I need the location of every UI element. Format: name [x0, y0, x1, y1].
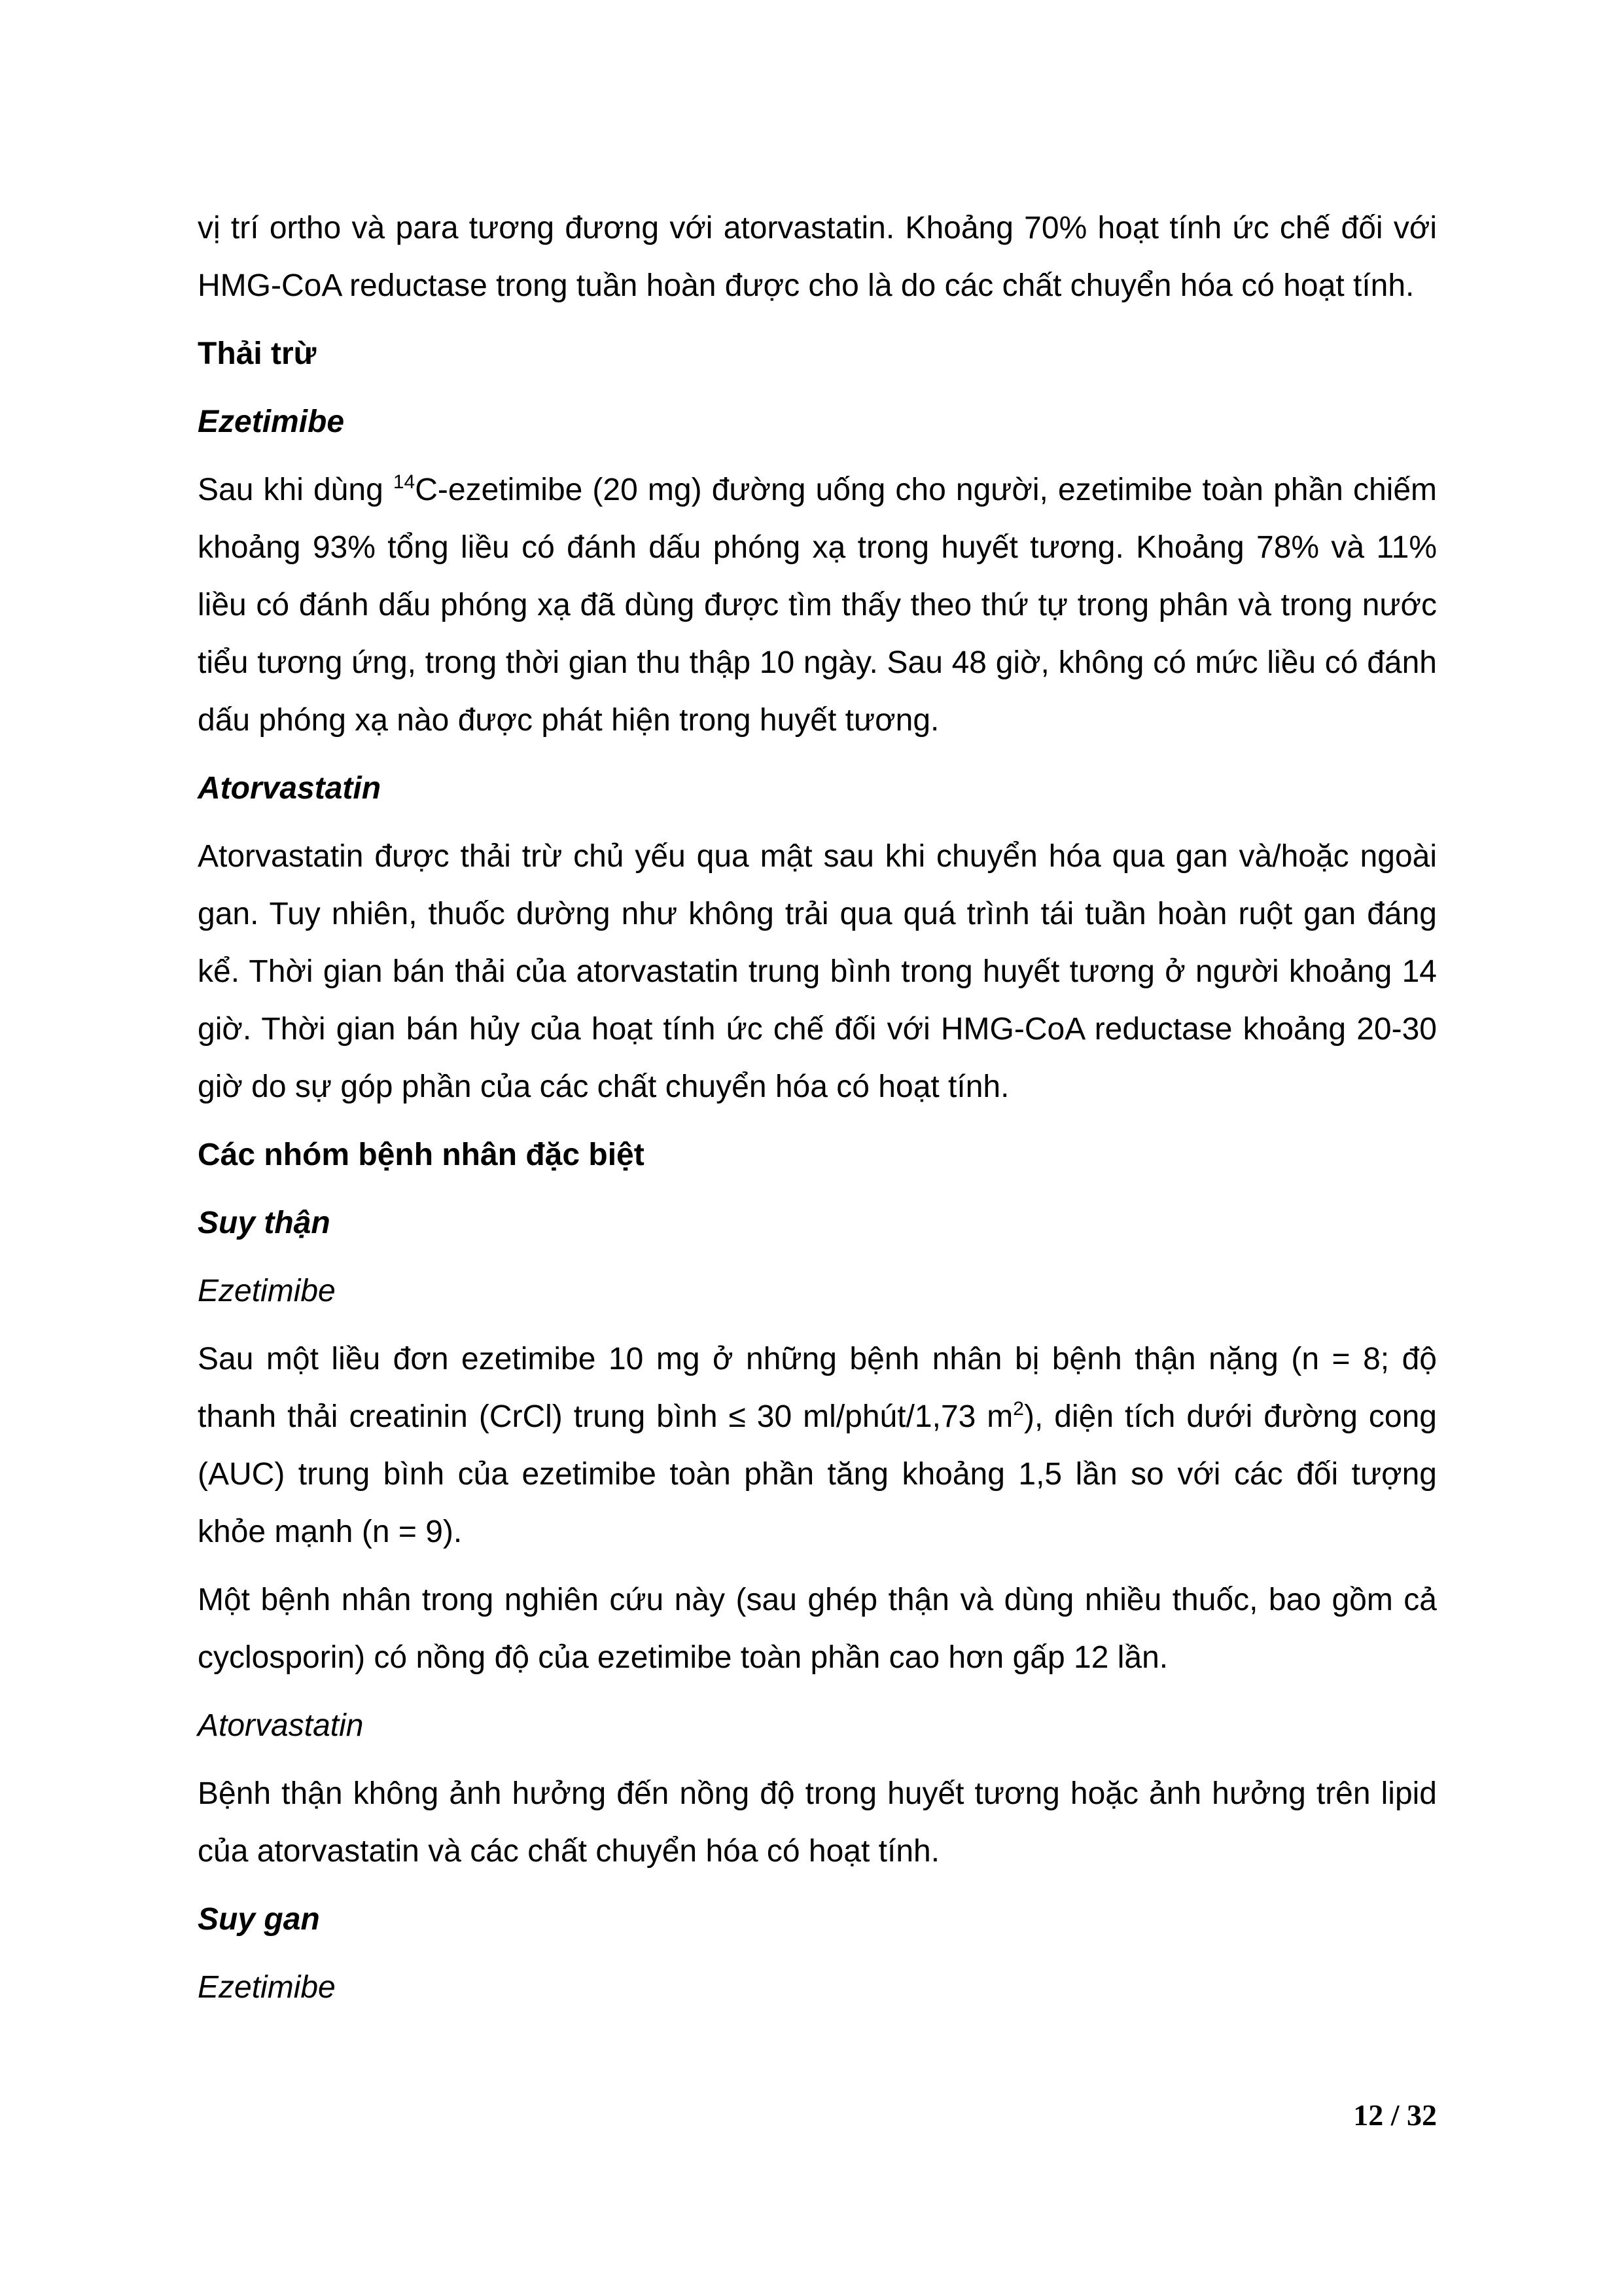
- subheading-atorvastatin: Atorvastatin: [198, 771, 381, 806]
- paragraph-ezetimibe-elimination: [198, 461, 1437, 749]
- heading-thai-tru: Thải trừ: [198, 336, 317, 371]
- subheading-ezetimibe: Ezetimibe: [198, 404, 345, 439]
- page-number: 12 / 32: [1353, 2098, 1437, 2132]
- subheading-ezetimibe-renal: Ezetimibe: [198, 1274, 336, 1308]
- subheading-ezetimibe-hepatic: Ezetimibe: [198, 1970, 336, 2005]
- superscript: 14: [393, 471, 415, 493]
- subheading-suy-than: Suy thận: [198, 1206, 330, 1240]
- paragraph-atorvastatin-elimination: Atorvastatin được thải trừ chủ yếu qua mật sau khi chuyển hóa qua gan và/hoặc ngoài gan. Tuy nhiên, thuốc dường như không trải qua quá trình tái tuần hoàn ruột gan đáng kể. Thời gian bán thải của atorvastatin trung bình trong huyết tương ở người khoảng 14 giờ. Thời gian bán hủy của hoạt tính ức chế đối với HMG-CoA reductase khoảng 20-30 giờ do sự góp phần của các chất chuyển hóa có hoạt tính.: [198, 839, 1437, 1104]
- text-segment: Sau một liều đơn ezetimibe 10 mg ở những bệnh nhân bị bệnh thận nặng (n = 8; độ thanh thải creatinin (CrCl) trung bình ≤ 30 ml/phút/1,73 m: [198, 1342, 1437, 1434]
- text-segment: Sau khi dùng: [198, 473, 393, 507]
- text-segment: C-ezetimibe (20 mg) đường uống cho người, ezetimibe toàn phần chiếm khoảng 93% tổng liều có đánh dấu phóng xạ trong huyết tương. Khoảng 78% và 11% liều có đánh dấu phóng xạ đã dùng được tìm thấy theo thứ tự trong phân và trong nước tiểu tương ứng, trong thời gian thu thập 10 ngày. Sau 48 giờ, không có mức liều có đánh dấu phóng xạ nào được phát hiện trong huyết tương.: [198, 473, 1437, 738]
- paragraph-ezetimibe-renal: [198, 1331, 1437, 1561]
- subheading-atorvastatin-renal: Atorvastatin: [198, 1708, 364, 1743]
- superscript: 2: [1013, 1398, 1024, 1420]
- heading-special-populations: Các nhóm bệnh nhân đặc biệt: [198, 1138, 644, 1172]
- paragraph-atorvastatin-renal: Bệnh thận không ảnh hưởng đến nồng độ trong huyết tương hoặc ảnh hưởng trên lipid của atorvastatin và các chất chuyển hóa có hoạt tính.: [198, 1776, 1437, 1869]
- document-body: [198, 200, 1437, 2017]
- subheading-suy-gan: Suy gan: [198, 1902, 320, 1937]
- paragraph-metabolism-end: vị trí ortho và para tương đương với atorvastatin. Khoảng 70% hoạt tính ức chế đối với HMG-CoA reductase trong tuần hoàn được cho là do các chất chuyển hóa có hoạt tính.: [198, 211, 1437, 303]
- text-segment: ), diện tích dưới đường cong (AUC) trung bình của ezetimibe toàn phần tăng khoảng 1,5 lần so với các đối tượng khỏe mạnh (n = 9).: [198, 1399, 1437, 1549]
- paragraph-ezetimibe-renal-case: Một bệnh nhân trong nghiên cứu này (sau ghép thận và dùng nhiều thuốc, bao gồm cả cyclosporin) có nồng độ của ezetimibe toàn phần cao hơn gấp 12 lần.: [198, 1583, 1437, 1675]
